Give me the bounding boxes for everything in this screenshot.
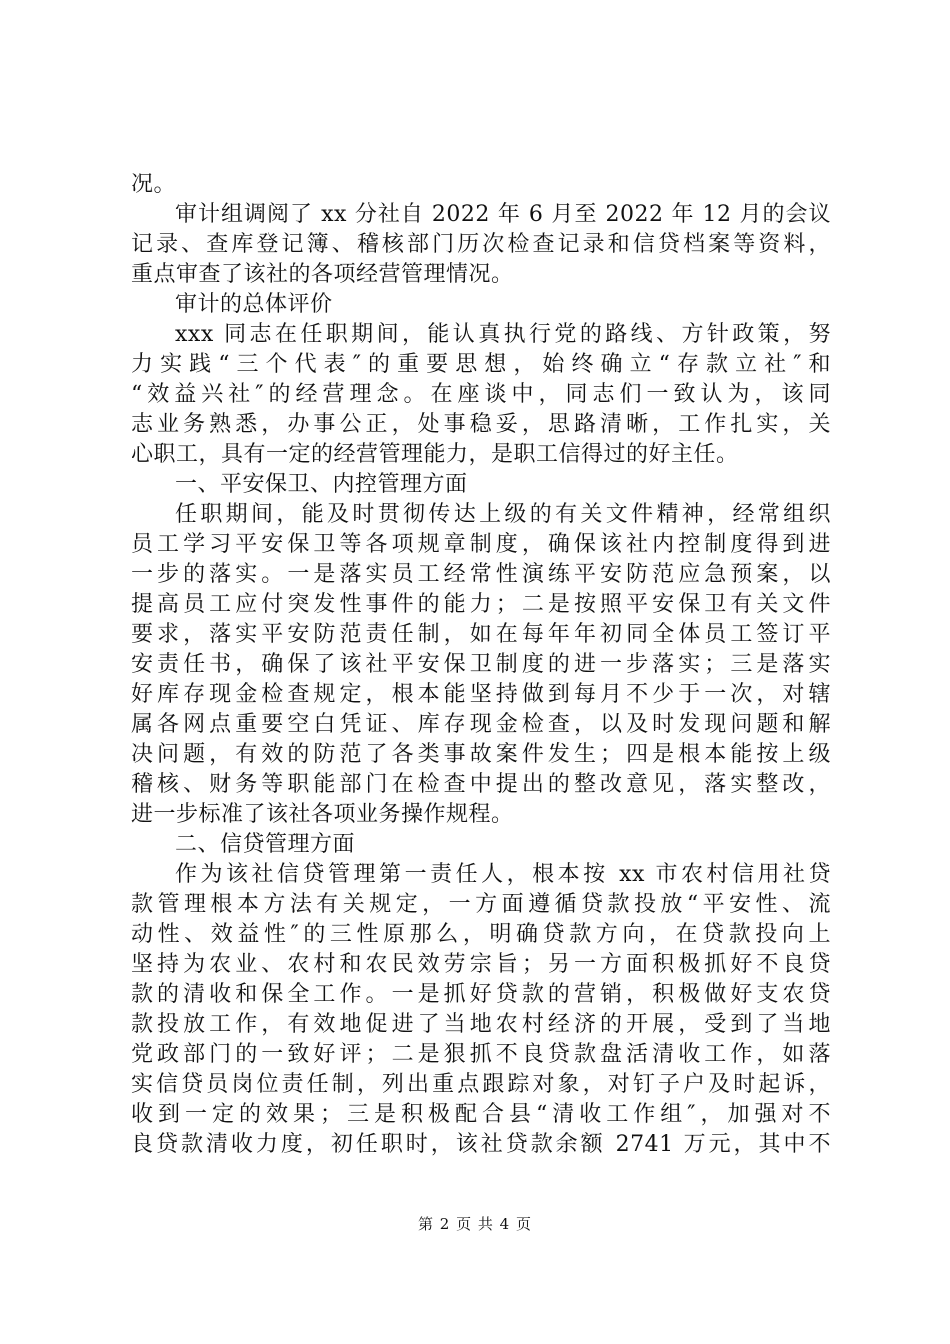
document-body (131, 170, 831, 1160)
text-line: 审计组调阅了 xx 分社自 2022 年 6 月至 2022 年 12 月的会议 (175, 202, 831, 227)
text-line: 作为该社信贷管理第一责任人，根本按 xx 市农村信用社贷 (175, 862, 831, 887)
text-line: 坚持为农业、农村和农民效劳宗旨；另一方面积极抓好不良贷 (131, 952, 831, 977)
text-line: 款管理根本方法有关规定，一方面遵循贷款投放“平安性、流 (131, 892, 831, 917)
text-line: 志业务熟悉，办事公正，处事稳妥，思路清晰，工作扎实，关 (131, 412, 831, 437)
text-line: 安责任书，确保了该社平安保卫制度的进一步落实；三是落实 (131, 652, 831, 677)
section-heading: 二、信贷管理方面 (175, 832, 356, 857)
text-line: 心职工，具有一定的经营管理能力，是职工信得过的好主任。 (131, 442, 739, 467)
text-line: 决问题，有效的防范了各类事故案件发生；四是根本能按上级 (131, 742, 831, 767)
text-line: 重点审查了该社的各项经营管理情况。 (131, 262, 514, 287)
page-footer (0, 1214, 950, 1234)
text-line: 记录、查库登记簿、稽核部门历次检查记录和信贷档案等资料， (131, 232, 831, 257)
text-line: 员工学习平安保卫等各项规章制度，确保该社内控制度得到进 (131, 532, 831, 557)
section-heading: 一、平安保卫、内控管理方面 (175, 472, 468, 497)
text-line: 要求，落实平安防范责任制，如在每年年初同全体员工签订平 (131, 622, 831, 647)
text-line: 实信贷员岗位责任制，列出重点跟踪对象，对钉子户及时起诉， (131, 1072, 831, 1097)
page-number: 第 2 页 共 4 页 (418, 1215, 532, 1233)
text-line: xxx 同志在任职期间，能认真执行党的路线、方针政策，努 (175, 322, 831, 347)
section-heading: 审计的总体评价 (175, 292, 333, 317)
text-line: 况。 (131, 172, 177, 197)
text-line: 任职期间，能及时贯彻传达上级的有关文件精神，经常组织 (175, 502, 831, 527)
text-line: 款的清收和保全工作。一是抓好贷款的营销，积极做好支农贷 (131, 982, 831, 1007)
text-line: 动性、效益性″的三性原那么，明确贷款方向，在贷款投向上 (131, 922, 831, 947)
text-line: 力实践“三个代表″的重要思想，始终确立“存款立社″和 (131, 352, 831, 377)
text-line: 属各网点重要空白凭证、库存现金检查，以及时发现问题和解 (131, 712, 831, 737)
text-line: 良贷款清收力度，初任职时，该社贷款余额 2741 万元，其中不 (131, 1132, 831, 1157)
text-line: 好库存现金检查规定，根本能坚持做到每月不少于一次，对辖 (131, 682, 831, 707)
text-line: 一步的落实。一是落实员工经常性演练平安防范应急预案，以 (131, 562, 831, 587)
text-line: 稽核、财务等职能部门在检查中提出的整改意见，落实整改， (131, 772, 831, 797)
text-line: “效益兴社″的经营理念。在座谈中，同志们一致认为，该同 (131, 382, 831, 407)
text-line: 进一步标准了该社各项业务操作规程。 (131, 802, 514, 827)
text-line: 党政部门的一致好评；二是狠抓不良贷款盘活清收工作，如落 (131, 1042, 831, 1067)
text-line: 收到一定的效果；三是积极配合县“清收工作组″，加强对不 (131, 1102, 831, 1127)
text-line: 款投放工作，有效地促进了当地农村经济的开展，受到了当地 (131, 1012, 831, 1037)
text-line: 提高员工应付突发性事件的能力；二是按照平安保卫有关文件 (131, 592, 831, 617)
